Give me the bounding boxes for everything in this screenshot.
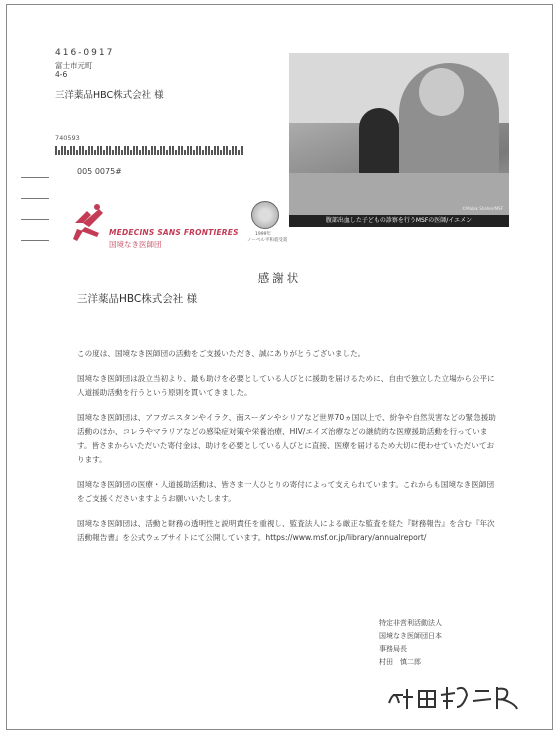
org-name: 国境なき医師団日本 <box>379 632 442 640</box>
mailing-addressee: 三洋薬品HBC株式会社 様 <box>55 90 164 101</box>
signature-block <box>379 617 442 669</box>
reference-code: 005 0075# <box>77 167 122 176</box>
paragraph-1: この度は、国境なき医師団の活動をご支援いただき、誠にありがとうございました。 <box>77 349 366 358</box>
position: 事務局長 <box>379 645 407 653</box>
handwritten-signature <box>385 681 525 713</box>
nobel-seal <box>247 201 287 253</box>
paragraph-2: 国境なき医師団は設立当初より、最も助けを必要としている人びとに援助を届けるために、自由で独立した立場から公平に人道援助活動を行うという原則を貫いてきました。 <box>77 374 495 397</box>
msf-logo <box>69 203 239 255</box>
photo-credit: ©Malak Shaher/MSF <box>462 206 503 211</box>
logo-japanese: 国境なき医師団 <box>109 240 162 249</box>
letter-body <box>77 347 497 556</box>
paragraph-5: 国境なき医師団は、活動と財務の透明性と説明責任を重視し、監査法人による厳正な監査を経た『財務報告』を含む『年次活動報告書』を公式ウェブサイトにて公開しています。https://www.msf.or.jp/library/annualreport/ <box>77 519 495 542</box>
photo-mother-figure <box>359 108 399 178</box>
field-photo <box>289 53 509 227</box>
postal-code: 416-0917 <box>55 48 115 58</box>
photo-caption: 腹部出血した子どもの診察を行うMSFの医師/イエメン <box>289 215 509 227</box>
nobel-medal-icon <box>251 201 279 229</box>
seal-prize: ノーベル平和賞受賞 <box>247 238 288 243</box>
thank-you-letter <box>6 4 553 730</box>
mailing-code: 740593 <box>55 134 80 142</box>
signatory-name: 村田 慎二郎 <box>379 658 421 666</box>
address-line-2: 4-6 <box>55 70 68 79</box>
org-type: 特定非営利活動法人 <box>379 619 442 627</box>
letter-title: 感謝状 <box>257 271 302 285</box>
address-line-1: 富士市元町 <box>55 61 93 70</box>
logo-english: MEDECINS SANS FRONTIERES <box>109 228 239 237</box>
letter-recipient: 三洋薬品HBC株式会社 様 <box>77 293 198 305</box>
seal-year: 1999年 <box>255 232 271 237</box>
paragraph-3: 国境なき医師団は、アフガニスタンやイラク、南スーダンやシリアなど世界70ヵ国以上で、紛争や自然災害などの緊急援助活動のほか、コレラやマラリアなどの感染症対策や栄養治療、HIV/エイズ治療などの継続的な医療援助活動を行っています。皆さまからいただいた寄付金は、助けを必要としている人びとに直接、医療を届けるため大切に使わせていただいております。 <box>77 413 496 464</box>
msf-runner-icon <box>69 203 107 245</box>
paragraph-4: 国境なき医師団の医療・人道援助活動は、皆さま一人ひとりの寄付によって支えられています。これからも国境なき医師団をご支援くださいますようお願いいたします。 <box>77 480 495 503</box>
fold-marks <box>21 177 49 261</box>
postal-barcode <box>55 146 245 155</box>
